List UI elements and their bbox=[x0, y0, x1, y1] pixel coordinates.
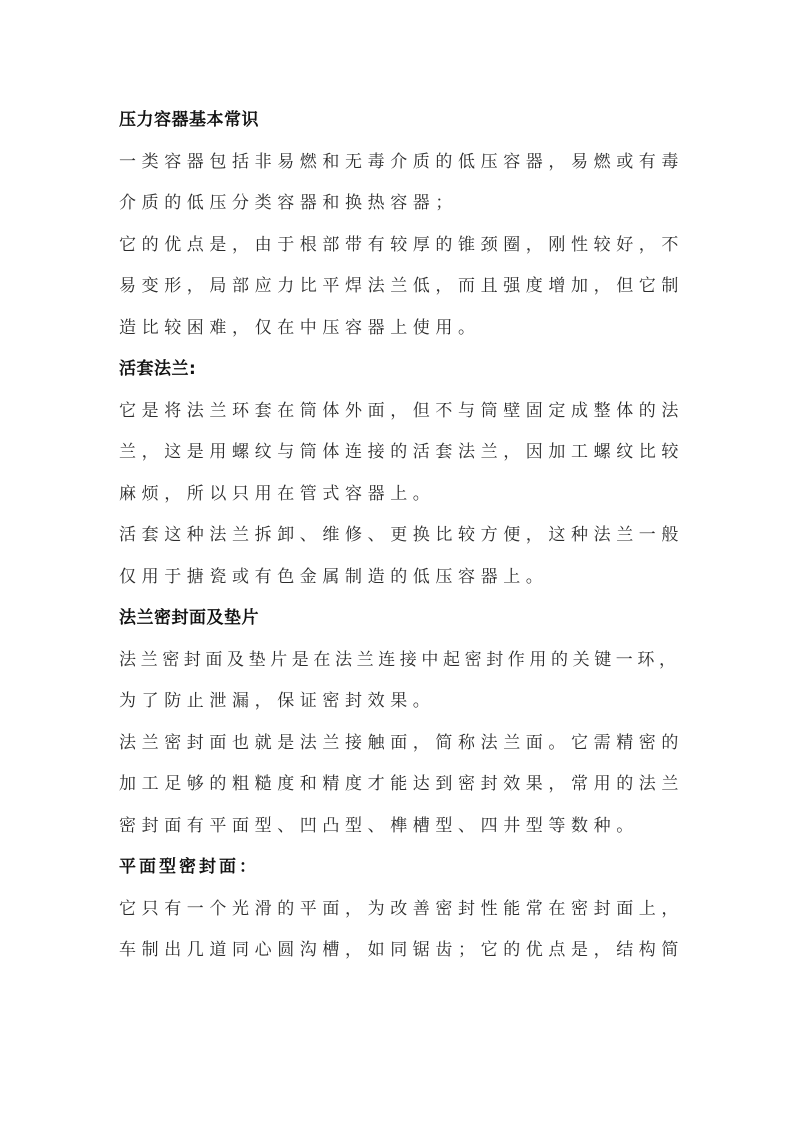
section-heading: 平面型密封面： bbox=[119, 857, 259, 877]
paragraph-line: 法兰密封面也就是法兰接触面，简称法兰面。它需精密的 bbox=[119, 732, 684, 753]
paragraph-line: 加工足够的粗糙度和精度才能达到密封效果，常用的法兰 bbox=[119, 774, 684, 794]
paragraph-line: 易变形，局部应力比平焊法兰低，而且强度增加，但它制 bbox=[119, 276, 684, 296]
document-page bbox=[119, 100, 684, 972]
paragraph-line: 法兰密封面及垫片是在法兰连接中起密封作用的关键一环， bbox=[119, 649, 681, 670]
section-heading: 压力容器基本常识 bbox=[119, 110, 259, 130]
paragraph-line: 仅用于搪瓷或有色金属制造的低压容器上。 bbox=[119, 566, 549, 587]
paragraph-line: 活套这种法兰拆卸、维修、更换比较方便，这种法兰一般 bbox=[119, 525, 684, 545]
paragraph-line: 兰，这是用螺纹与筒体连接的活套法兰，因加工螺纹比较 bbox=[119, 442, 684, 462]
paragraph-line: 介质的低压分类容器和换热容器； bbox=[119, 193, 458, 213]
paragraph-line: 麻烦，所以只用在管式容器上。 bbox=[119, 483, 436, 504]
section-heading: 法兰密封面及垫片 bbox=[119, 608, 259, 628]
paragraph-line: 一类容器包括非易燃和无毒介质的低压容器，易燃或有毒 bbox=[119, 151, 684, 172]
paragraph-line: 密封面有平面型、凹凸型、榫槽型、四井型等数种。 bbox=[119, 815, 639, 836]
section-heading: 活套法兰: bbox=[119, 359, 197, 379]
paragraph-line: 车制出几道同心圆沟槽，如同锯齿；它的优点是，结构简 bbox=[119, 940, 684, 960]
paragraph-line: 为了防止泄漏，保证密封效果。 bbox=[119, 691, 436, 711]
paragraph-line: 造比较困难，仅在中压容器上使用。 bbox=[119, 317, 481, 338]
paragraph-line: 它是将法兰环套在筒体外面，但不与筒壁固定成整体的法 bbox=[119, 400, 684, 421]
paragraph-line: 它只有一个光滑的平面，为改善密封性能常在密封面上， bbox=[119, 898, 684, 919]
paragraph-line: 它的优点是，由于根部带有较厚的锥颈圈，刚性较好，不 bbox=[119, 234, 684, 255]
